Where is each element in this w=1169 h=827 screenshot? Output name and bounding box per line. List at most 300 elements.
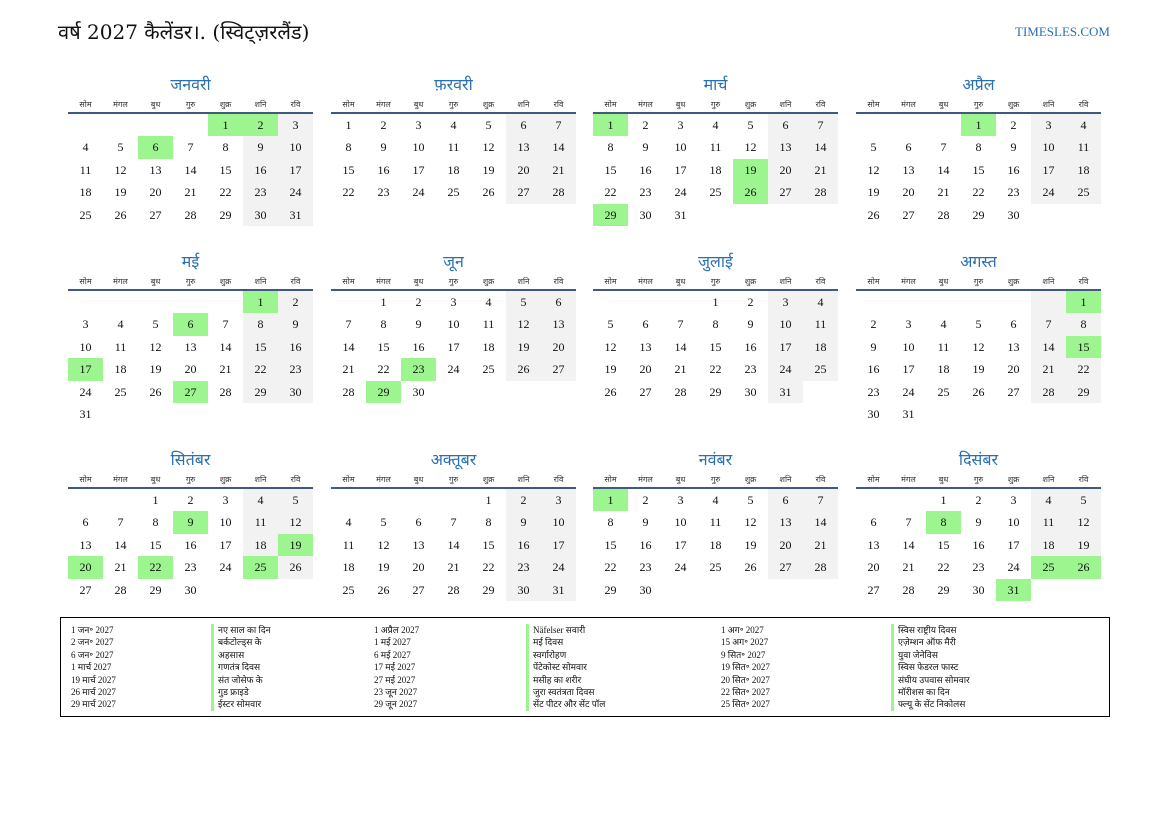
day-cell[interactable]: 11 bbox=[482, 317, 495, 332]
day-cell[interactable]: 11 bbox=[342, 537, 355, 552]
day-cell[interactable]: 24 bbox=[1031, 181, 1066, 203]
day-cell[interactable]: 14 bbox=[114, 537, 127, 552]
day-cell[interactable]: 27 bbox=[768, 181, 803, 203]
day-cell[interactable]: 3 bbox=[768, 291, 803, 313]
day-cell[interactable]: 25 bbox=[447, 185, 460, 200]
day-cell[interactable]: 8 bbox=[222, 140, 229, 155]
day-cell[interactable]: 18 bbox=[79, 185, 92, 200]
day-cell[interactable]: 15 bbox=[219, 162, 232, 177]
day-cell[interactable]: 8 bbox=[975, 140, 982, 155]
day-cell[interactable]: 15 bbox=[604, 162, 617, 177]
day-cell[interactable]: 4 bbox=[803, 291, 838, 313]
day-cell[interactable]: 4 bbox=[345, 515, 352, 530]
day-cell[interactable]: 19 bbox=[1066, 534, 1101, 556]
day-cell[interactable]: 19 bbox=[482, 162, 495, 177]
day-cell[interactable]: 5 bbox=[380, 515, 387, 530]
day-cell[interactable]: 21 bbox=[937, 185, 950, 200]
day-cell[interactable]: 3 bbox=[1031, 114, 1066, 136]
day-cell[interactable]: 28 bbox=[902, 582, 915, 597]
day-cell[interactable]: 8 bbox=[926, 511, 961, 533]
day-cell[interactable]: 11 bbox=[79, 162, 92, 177]
day-cell[interactable]: 2 bbox=[380, 118, 387, 132]
day-cell[interactable]: 29 bbox=[937, 582, 950, 597]
day-cell[interactable]: 15 bbox=[243, 336, 278, 358]
day-cell[interactable]: 16 bbox=[639, 537, 652, 552]
day-cell[interactable]: 3 bbox=[222, 493, 229, 507]
day-cell[interactable]: 1 bbox=[485, 493, 492, 507]
day-cell[interactable]: 9 bbox=[642, 140, 649, 155]
day-cell[interactable]: 7 bbox=[677, 317, 684, 332]
day-cell[interactable]: 19 bbox=[604, 362, 617, 377]
day-cell[interactable]: 3 bbox=[905, 317, 912, 332]
day-cell[interactable]: 26 bbox=[1066, 556, 1101, 578]
day-cell[interactable]: 22 bbox=[342, 185, 355, 200]
day-cell[interactable]: 16 bbox=[744, 339, 757, 354]
day-cell[interactable]: 14 bbox=[674, 339, 687, 354]
day-cell[interactable]: 25 bbox=[342, 582, 355, 597]
day-cell[interactable]: 12 bbox=[114, 162, 127, 177]
day-cell[interactable]: 18 bbox=[709, 537, 722, 552]
day-cell[interactable]: 17 bbox=[674, 162, 687, 177]
day-cell[interactable]: 20 bbox=[902, 185, 915, 200]
day-cell[interactable]: 8 bbox=[243, 313, 278, 335]
day-cell[interactable]: 17 bbox=[68, 358, 103, 380]
day-cell[interactable]: 26 bbox=[506, 358, 541, 380]
day-cell[interactable]: 1 bbox=[345, 118, 352, 132]
day-cell[interactable]: 30 bbox=[184, 582, 197, 597]
day-cell[interactable]: 2 bbox=[187, 493, 194, 507]
day-cell[interactable]: 30 bbox=[1007, 207, 1020, 222]
day-cell[interactable]: 28 bbox=[674, 384, 687, 399]
day-cell[interactable]: 30 bbox=[972, 582, 985, 597]
day-cell[interactable]: 6 bbox=[415, 515, 422, 530]
day-cell[interactable]: 7 bbox=[803, 114, 838, 136]
day-cell[interactable]: 4 bbox=[1031, 489, 1066, 511]
day-cell[interactable]: 10 bbox=[412, 140, 425, 155]
day-cell[interactable]: 9 bbox=[1010, 140, 1017, 155]
day-cell[interactable]: 9 bbox=[278, 313, 313, 335]
day-cell[interactable]: 29 bbox=[709, 384, 722, 399]
day-cell[interactable]: 5 bbox=[607, 317, 614, 332]
day-cell[interactable]: 24 bbox=[674, 185, 687, 200]
day-cell[interactable]: 7 bbox=[222, 317, 229, 332]
day-cell[interactable]: 29 bbox=[366, 381, 401, 403]
day-cell[interactable]: 8 bbox=[607, 515, 614, 530]
day-cell[interactable]: 18 bbox=[803, 336, 838, 358]
day-cell[interactable]: 22 bbox=[937, 560, 950, 575]
day-cell[interactable]: 29 bbox=[1066, 381, 1101, 403]
day-cell[interactable]: 4 bbox=[1066, 114, 1101, 136]
day-cell[interactable]: 17 bbox=[902, 362, 915, 377]
day-cell[interactable]: 1 bbox=[380, 295, 387, 309]
day-cell[interactable]: 10 bbox=[768, 313, 803, 335]
day-cell[interactable]: 10 bbox=[1007, 515, 1020, 530]
day-cell[interactable]: 19 bbox=[867, 185, 880, 200]
day-cell[interactable]: 7 bbox=[905, 515, 912, 530]
day-cell[interactable]: 4 bbox=[712, 118, 719, 132]
day-cell[interactable]: 16 bbox=[867, 362, 880, 377]
day-cell[interactable]: 13 bbox=[184, 339, 197, 354]
day-cell[interactable]: 10 bbox=[79, 339, 92, 354]
day-cell[interactable]: 13 bbox=[902, 162, 915, 177]
day-cell[interactable]: 21 bbox=[219, 362, 232, 377]
day-cell[interactable]: 22 bbox=[709, 362, 722, 377]
day-cell[interactable]: 20 bbox=[149, 185, 162, 200]
day-cell[interactable]: 12 bbox=[744, 140, 757, 155]
day-cell[interactable]: 24 bbox=[219, 560, 232, 575]
day-cell[interactable]: 15 bbox=[1066, 336, 1101, 358]
day-cell[interactable]: 27 bbox=[1007, 384, 1020, 399]
day-cell[interactable]: 5 bbox=[278, 489, 313, 511]
day-cell[interactable]: 26 bbox=[149, 384, 162, 399]
day-cell[interactable]: 28 bbox=[1031, 381, 1066, 403]
day-cell[interactable]: 5 bbox=[747, 118, 754, 132]
day-cell[interactable]: 6 bbox=[768, 489, 803, 511]
day-cell[interactable]: 9 bbox=[380, 140, 387, 155]
day-cell[interactable]: 14 bbox=[937, 162, 950, 177]
day-cell[interactable]: 15 bbox=[342, 162, 355, 177]
day-cell[interactable]: 4 bbox=[712, 493, 719, 507]
day-cell[interactable]: 17 bbox=[541, 534, 576, 556]
day-cell[interactable]: 2 bbox=[1010, 118, 1017, 132]
day-cell[interactable]: 10 bbox=[674, 515, 687, 530]
day-cell[interactable]: 21 bbox=[114, 560, 127, 575]
day-cell[interactable]: 6 bbox=[1010, 317, 1017, 332]
day-cell[interactable]: 28 bbox=[114, 582, 127, 597]
day-cell[interactable]: 3 bbox=[541, 489, 576, 511]
day-cell[interactable]: 22 bbox=[243, 358, 278, 380]
day-cell[interactable]: 16 bbox=[1007, 162, 1020, 177]
day-cell[interactable]: 19 bbox=[278, 534, 313, 556]
day-cell[interactable]: 27 bbox=[902, 207, 915, 222]
day-cell[interactable]: 21 bbox=[184, 185, 197, 200]
day-cell[interactable]: 17 bbox=[278, 159, 313, 181]
day-cell[interactable]: 1 bbox=[1066, 291, 1101, 313]
day-cell[interactable]: 14 bbox=[803, 511, 838, 533]
day-cell[interactable]: 9 bbox=[975, 515, 982, 530]
day-cell[interactable]: 14 bbox=[219, 339, 232, 354]
day-cell[interactable]: 30 bbox=[412, 384, 425, 399]
day-cell[interactable]: 3 bbox=[450, 295, 457, 309]
day-cell[interactable]: 24 bbox=[1007, 560, 1020, 575]
day-cell[interactable]: 13 bbox=[639, 339, 652, 354]
day-cell[interactable]: 19 bbox=[114, 185, 127, 200]
day-cell[interactable]: 7 bbox=[1031, 313, 1066, 335]
day-cell[interactable]: 2 bbox=[415, 295, 422, 309]
day-cell[interactable]: 31 bbox=[79, 406, 92, 421]
day-cell[interactable]: 22 bbox=[1066, 358, 1101, 380]
day-cell[interactable]: 25 bbox=[709, 560, 722, 575]
day-cell[interactable]: 3 bbox=[677, 118, 684, 132]
day-cell[interactable]: 4 bbox=[485, 295, 492, 309]
day-cell[interactable]: 20 bbox=[541, 336, 576, 358]
day-cell[interactable]: 7 bbox=[345, 317, 352, 332]
day-cell[interactable]: 27 bbox=[79, 582, 92, 597]
day-cell[interactable]: 31 bbox=[674, 207, 687, 222]
day-cell[interactable]: 9 bbox=[506, 511, 541, 533]
day-cell[interactable]: 16 bbox=[639, 162, 652, 177]
day-cell[interactable]: 13 bbox=[768, 136, 803, 158]
day-cell[interactable]: 27 bbox=[867, 582, 880, 597]
day-cell[interactable]: 2 bbox=[642, 118, 649, 132]
day-cell[interactable]: 14 bbox=[184, 162, 197, 177]
day-cell[interactable]: 21 bbox=[674, 362, 687, 377]
day-cell[interactable]: 22 bbox=[219, 185, 232, 200]
day-cell[interactable]: 19 bbox=[149, 362, 162, 377]
day-cell[interactable]: 12 bbox=[1066, 511, 1101, 533]
day-cell[interactable]: 21 bbox=[803, 159, 838, 181]
day-cell[interactable]: 15 bbox=[482, 537, 495, 552]
day-cell[interactable]: 1 bbox=[152, 493, 159, 507]
day-cell[interactable]: 23 bbox=[243, 181, 278, 203]
day-cell[interactable]: 28 bbox=[447, 582, 460, 597]
day-cell[interactable]: 4 bbox=[82, 140, 89, 155]
day-cell[interactable]: 14 bbox=[447, 537, 460, 552]
day-cell[interactable]: 25 bbox=[79, 207, 92, 222]
day-cell[interactable]: 26 bbox=[744, 560, 757, 575]
day-cell[interactable]: 8 bbox=[152, 515, 159, 530]
day-cell[interactable]: 8 bbox=[607, 140, 614, 155]
day-cell[interactable]: 7 bbox=[803, 489, 838, 511]
day-cell[interactable]: 23 bbox=[506, 556, 541, 578]
day-cell[interactable]: 12 bbox=[149, 339, 162, 354]
day-cell[interactable]: 20 bbox=[506, 159, 541, 181]
day-cell[interactable]: 9 bbox=[173, 511, 208, 533]
day-cell[interactable]: 7 bbox=[187, 140, 194, 155]
day-cell[interactable]: 12 bbox=[482, 140, 495, 155]
day-cell[interactable]: 18 bbox=[709, 162, 722, 177]
day-cell[interactable]: 11 bbox=[709, 515, 722, 530]
day-cell[interactable]: 23 bbox=[867, 384, 880, 399]
day-cell[interactable]: 10 bbox=[278, 136, 313, 158]
day-cell[interactable]: 6 bbox=[905, 140, 912, 155]
day-cell[interactable]: 15 bbox=[149, 537, 162, 552]
day-cell[interactable]: 23 bbox=[744, 362, 757, 377]
day-cell[interactable]: 21 bbox=[447, 560, 460, 575]
day-cell[interactable]: 22 bbox=[972, 185, 985, 200]
day-cell[interactable]: 23 bbox=[377, 185, 390, 200]
day-cell[interactable]: 14 bbox=[902, 537, 915, 552]
day-cell[interactable]: 1 bbox=[940, 493, 947, 507]
day-cell[interactable]: 8 bbox=[1066, 313, 1101, 335]
day-cell[interactable]: 27 bbox=[768, 556, 803, 578]
day-cell[interactable]: 25 bbox=[114, 384, 127, 399]
day-cell[interactable]: 10 bbox=[219, 515, 232, 530]
day-cell[interactable]: 30 bbox=[639, 207, 652, 222]
day-cell[interactable]: 16 bbox=[377, 162, 390, 177]
day-cell[interactable]: 10 bbox=[447, 317, 460, 332]
day-cell[interactable]: 25 bbox=[709, 185, 722, 200]
day-cell[interactable]: 25 bbox=[482, 362, 495, 377]
day-cell[interactable]: 24 bbox=[412, 185, 425, 200]
day-cell[interactable]: 9 bbox=[870, 339, 877, 354]
day-cell[interactable]: 3 bbox=[677, 493, 684, 507]
day-cell[interactable]: 15 bbox=[972, 162, 985, 177]
day-cell[interactable]: 16 bbox=[184, 537, 197, 552]
day-cell[interactable]: 24 bbox=[541, 556, 576, 578]
day-cell[interactable]: 11 bbox=[243, 511, 278, 533]
day-cell[interactable]: 13 bbox=[541, 313, 576, 335]
day-cell[interactable]: 5 bbox=[506, 291, 541, 313]
day-cell[interactable]: 10 bbox=[1031, 136, 1066, 158]
day-cell[interactable]: 2 bbox=[975, 493, 982, 507]
day-cell[interactable]: 11 bbox=[1066, 136, 1101, 158]
day-cell[interactable]: 23 bbox=[401, 358, 436, 380]
day-cell[interactable]: 17 bbox=[219, 537, 232, 552]
day-cell[interactable]: 12 bbox=[972, 339, 985, 354]
day-cell[interactable]: 30 bbox=[639, 582, 652, 597]
day-cell[interactable]: 15 bbox=[604, 537, 617, 552]
day-cell[interactable]: 2 bbox=[642, 493, 649, 507]
day-cell[interactable]: 6 bbox=[506, 114, 541, 136]
day-cell[interactable]: 23 bbox=[1007, 185, 1020, 200]
day-cell[interactable]: 28 bbox=[803, 556, 838, 578]
day-cell[interactable]: 8 bbox=[380, 317, 387, 332]
day-cell[interactable]: 28 bbox=[803, 181, 838, 203]
day-cell[interactable]: 1 bbox=[961, 114, 996, 136]
day-cell[interactable]: 5 bbox=[117, 140, 124, 155]
day-cell[interactable]: 6 bbox=[870, 515, 877, 530]
day-cell[interactable]: 5 bbox=[975, 317, 982, 332]
day-cell[interactable]: 11 bbox=[447, 140, 460, 155]
day-cell[interactable]: 2 bbox=[506, 489, 541, 511]
day-cell[interactable]: 27 bbox=[173, 381, 208, 403]
day-cell[interactable]: 18 bbox=[342, 560, 355, 575]
day-cell[interactable]: 20 bbox=[867, 560, 880, 575]
day-cell[interactable]: 5 bbox=[485, 118, 492, 132]
day-cell[interactable]: 30 bbox=[744, 384, 757, 399]
day-cell[interactable]: 28 bbox=[937, 207, 950, 222]
day-cell[interactable]: 24 bbox=[278, 181, 313, 203]
day-cell[interactable]: 25 bbox=[1031, 556, 1066, 578]
day-cell[interactable]: 31 bbox=[768, 381, 803, 403]
day-cell[interactable]: 27 bbox=[639, 384, 652, 399]
day-cell[interactable]: 1 bbox=[593, 114, 628, 136]
day-cell[interactable]: 29 bbox=[604, 582, 617, 597]
day-cell[interactable]: 24 bbox=[79, 384, 92, 399]
day-cell[interactable]: 4 bbox=[243, 489, 278, 511]
day-cell[interactable]: 20 bbox=[412, 560, 425, 575]
day-cell[interactable]: 26 bbox=[972, 384, 985, 399]
day-cell[interactable]: 18 bbox=[447, 162, 460, 177]
day-cell[interactable]: 28 bbox=[541, 181, 576, 203]
day-cell[interactable]: 27 bbox=[506, 181, 541, 203]
day-cell[interactable]: 6 bbox=[138, 136, 173, 158]
day-cell[interactable]: 10 bbox=[902, 339, 915, 354]
day-cell[interactable]: 23 bbox=[184, 560, 197, 575]
day-cell[interactable]: 2 bbox=[870, 317, 877, 332]
day-cell[interactable]: 3 bbox=[1010, 493, 1017, 507]
day-cell[interactable]: 4 bbox=[450, 118, 457, 132]
day-cell[interactable]: 20 bbox=[768, 534, 803, 556]
day-cell[interactable]: 19 bbox=[972, 362, 985, 377]
day-cell[interactable]: 28 bbox=[219, 384, 232, 399]
day-cell[interactable]: 3 bbox=[278, 114, 313, 136]
day-cell[interactable]: 17 bbox=[1007, 537, 1020, 552]
day-cell[interactable]: 6 bbox=[173, 313, 208, 335]
day-cell[interactable]: 11 bbox=[1031, 511, 1066, 533]
day-cell[interactable]: 21 bbox=[541, 159, 576, 181]
day-cell[interactable]: 27 bbox=[149, 207, 162, 222]
day-cell[interactable]: 27 bbox=[541, 358, 576, 380]
day-cell[interactable]: 31 bbox=[902, 406, 915, 421]
day-cell[interactable]: 29 bbox=[593, 204, 628, 226]
day-cell[interactable]: 12 bbox=[377, 537, 390, 552]
day-cell[interactable]: 29 bbox=[243, 381, 278, 403]
day-cell[interactable]: 7 bbox=[117, 515, 124, 530]
day-cell[interactable]: 6 bbox=[82, 515, 89, 530]
day-cell[interactable]: 13 bbox=[867, 537, 880, 552]
day-cell[interactable]: 13 bbox=[1007, 339, 1020, 354]
day-cell[interactable]: 6 bbox=[541, 291, 576, 313]
day-cell[interactable]: 30 bbox=[243, 204, 278, 226]
day-cell[interactable]: 29 bbox=[482, 582, 495, 597]
day-cell[interactable]: 10 bbox=[674, 140, 687, 155]
day-cell[interactable]: 14 bbox=[1031, 336, 1066, 358]
day-cell[interactable]: 18 bbox=[937, 362, 950, 377]
day-cell[interactable]: 18 bbox=[1066, 159, 1101, 181]
day-cell[interactable]: 8 bbox=[345, 140, 352, 155]
day-cell[interactable]: 12 bbox=[278, 511, 313, 533]
day-cell[interactable]: 23 bbox=[639, 185, 652, 200]
day-cell[interactable]: 26 bbox=[278, 556, 313, 578]
day-cell[interactable]: 11 bbox=[803, 313, 838, 335]
day-cell[interactable]: 5 bbox=[870, 140, 877, 155]
day-cell[interactable]: 12 bbox=[604, 339, 617, 354]
day-cell[interactable]: 19 bbox=[733, 159, 768, 181]
day-cell[interactable]: 20 bbox=[768, 159, 803, 181]
day-cell[interactable]: 27 bbox=[412, 582, 425, 597]
day-cell[interactable]: 17 bbox=[674, 537, 687, 552]
day-cell[interactable]: 31 bbox=[541, 579, 576, 601]
day-cell[interactable]: 4 bbox=[117, 317, 124, 332]
day-cell[interactable]: 9 bbox=[642, 515, 649, 530]
day-cell[interactable]: 26 bbox=[114, 207, 127, 222]
day-cell[interactable]: 25 bbox=[1066, 181, 1101, 203]
day-cell[interactable]: 15 bbox=[377, 339, 390, 354]
day-cell[interactable]: 16 bbox=[972, 537, 985, 552]
day-cell[interactable]: 1 bbox=[593, 489, 628, 511]
day-cell[interactable]: 20 bbox=[68, 556, 103, 578]
day-cell[interactable]: 24 bbox=[674, 560, 687, 575]
day-cell[interactable]: 25 bbox=[937, 384, 950, 399]
day-cell[interactable]: 4 bbox=[940, 317, 947, 332]
day-cell[interactable]: 16 bbox=[278, 336, 313, 358]
day-cell[interactable]: 22 bbox=[482, 560, 495, 575]
day-cell[interactable]: 18 bbox=[243, 534, 278, 556]
day-cell[interactable]: 31 bbox=[996, 579, 1031, 601]
day-cell[interactable]: 20 bbox=[1007, 362, 1020, 377]
day-cell[interactable]: 2 bbox=[243, 114, 278, 136]
day-cell[interactable]: 26 bbox=[482, 185, 495, 200]
day-cell[interactable]: 26 bbox=[867, 207, 880, 222]
day-cell[interactable]: 24 bbox=[902, 384, 915, 399]
day-cell[interactable]: 20 bbox=[639, 362, 652, 377]
day-cell[interactable]: 18 bbox=[114, 362, 127, 377]
day-cell[interactable]: 8 bbox=[485, 515, 492, 530]
day-cell[interactable]: 30 bbox=[867, 406, 880, 421]
day-cell[interactable]: 19 bbox=[377, 560, 390, 575]
day-cell[interactable]: 21 bbox=[803, 534, 838, 556]
day-cell[interactable]: 16 bbox=[243, 159, 278, 181]
day-cell[interactable]: 13 bbox=[79, 537, 92, 552]
day-cell[interactable]: 15 bbox=[709, 339, 722, 354]
day-cell[interactable]: 21 bbox=[1031, 358, 1066, 380]
day-cell[interactable]: 23 bbox=[639, 560, 652, 575]
day-cell[interactable]: 15 bbox=[937, 537, 950, 552]
day-cell[interactable]: 9 bbox=[415, 317, 422, 332]
day-cell[interactable]: 5 bbox=[1066, 489, 1101, 511]
